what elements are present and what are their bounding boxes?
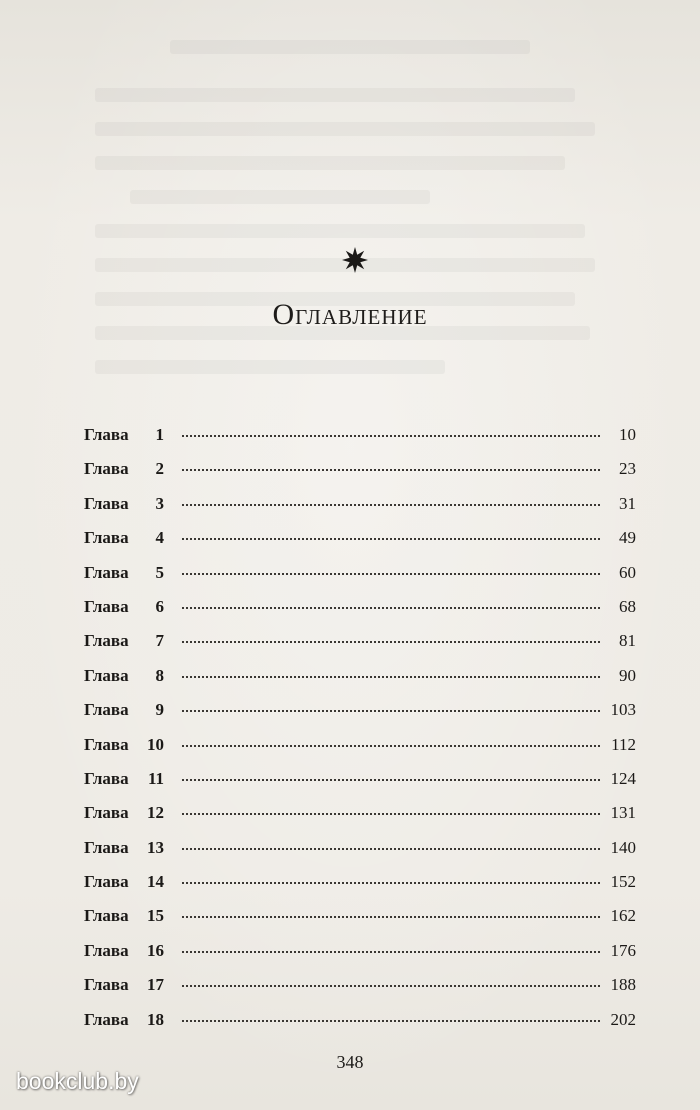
toc-page-number: 202 [610,1009,636,1029]
toc-page-number: 60 [619,562,636,582]
toc-chapter-word: Глава [84,631,129,651]
toc-chapter-label [84,906,172,926]
toc-entry [84,906,636,940]
toc-chapter-label [84,425,172,445]
table-of-contents [84,425,636,1044]
toc-chapter-label [84,528,172,548]
toc-entry [84,769,636,803]
toc-entry [84,425,636,459]
toc-chapter-number: 6 [155,596,164,616]
toc-chapter-word: Глава [84,734,129,754]
toc-chapter-word: Глава [84,562,129,582]
toc-chapter-label [84,700,172,720]
toc-entry [84,459,636,493]
toc-chapter-word: Глава [84,768,129,788]
toc-dot-leader [182,710,600,712]
toc-entry [84,700,636,734]
toc-chapter-word: Глава [84,493,129,513]
toc-page-number: 140 [610,837,636,857]
toc-chapter-word: Глава [84,940,129,960]
toc-dot-leader [182,573,600,575]
toc-chapter-number: 14 [147,872,164,892]
toc-chapter-label [84,735,172,755]
toc-chapter-label [84,494,172,514]
toc-chapter-label [84,803,172,823]
toc-entry [84,563,636,597]
toc-chapter-word: Глава [84,837,129,857]
bleed-through-line [130,190,430,204]
toc-page-number: 103 [610,700,636,720]
toc-dot-leader [182,676,600,678]
toc-entry [84,597,636,631]
toc-entry [84,803,636,837]
toc-chapter-label [84,631,172,651]
toc-chapter-label [84,597,172,617]
watermark: bookclub.by [16,1068,139,1094]
toc-chapter-number: 16 [147,940,164,960]
toc-chapter-number: 11 [147,768,164,788]
bleed-through-line [170,40,530,54]
toc-chapter-number: 7 [155,631,164,651]
toc-entry [84,941,636,975]
toc-page-number: 152 [610,872,636,892]
toc-chapter-word: Глава [84,700,129,720]
toc-dot-leader [182,951,600,953]
toc-dot-leader [182,435,600,437]
toc-entry [84,838,636,872]
toc-chapter-number: 9 [155,700,164,720]
toc-page-number: 49 [619,528,636,548]
toc-chapter-number: 15 [147,906,164,926]
bleed-through-line [95,224,585,238]
toc-dot-leader [182,745,600,747]
toc-chapter-number: 18 [147,1009,164,1029]
toc-chapter-label [84,459,172,479]
toc-chapter-label [84,666,172,686]
toc-dot-leader [182,882,600,884]
toc-chapter-number: 1 [155,425,164,444]
toc-chapter-number: 3 [155,493,164,513]
toc-page-number: 188 [610,975,636,995]
toc-dot-leader [182,813,600,815]
toc-dot-leader [182,538,600,540]
toc-page-number: 131 [610,803,636,823]
toc-chapter-number: 5 [155,562,164,582]
bleed-through-line [95,360,445,374]
toc-entry [84,528,636,562]
toc-page-number: 112 [611,734,636,754]
toc-chapter-number: 2 [155,459,164,479]
toc-chapter-label [84,1010,172,1030]
toc-entry [84,494,636,528]
toc-page-number: 10 [619,425,636,444]
toc-dot-leader [182,469,600,471]
toc-chapter-word: Глава [84,528,129,548]
toc-chapter-number: 17 [147,975,164,995]
toc-dot-leader [182,641,600,643]
toc-dot-leader [182,504,600,506]
toc-entry [84,666,636,700]
toc-dot-leader [182,1020,600,1022]
toc-chapter-number: 4 [155,528,164,548]
toc-dot-leader [182,985,600,987]
toc-chapter-label [84,769,172,789]
toc-page-number: 68 [619,596,636,616]
toc-dot-leader [182,916,600,918]
toc-entry [84,975,636,1009]
toc-page-number: 81 [619,631,636,651]
toc-chapter-word: Глава [84,906,129,926]
toc-chapter-number: 13 [147,837,164,857]
toc-chapter-word: Глава [84,872,129,892]
toc-chapter-number: 12 [147,803,164,823]
bleed-through-line [95,122,595,136]
toc-entry [84,1010,636,1044]
toc-page-number: 90 [619,665,636,685]
toc-chapter-word: Глава [84,975,129,995]
toc-chapter-label [84,975,172,995]
toc-chapter-word: Глава [84,803,129,823]
page-title: Оглавление [272,298,428,331]
page-number: 348 [336,1052,364,1072]
toc-dot-leader [182,607,600,609]
toc-entry [84,735,636,769]
bleed-through-line [95,156,565,170]
toc-dot-leader [182,848,600,850]
toc-chapter-word: Глава [84,425,129,444]
toc-page-number: 176 [610,940,636,960]
toc-page-number: 23 [619,459,636,479]
toc-chapter-number: 8 [155,665,164,685]
toc-chapter-word: Глава [84,665,129,685]
toc-chapter-word: Глава [84,1009,129,1029]
toc-chapter-word: Глава [84,596,129,616]
toc-entry [84,872,636,906]
toc-chapter-label [84,563,172,583]
toc-page-number: 162 [610,906,636,926]
toc-chapter-label [84,941,172,961]
toc-page-number: 124 [610,768,636,788]
toc-chapter-label [84,872,172,892]
toc-entry [84,631,636,665]
toc-chapter-label [84,838,172,858]
toc-chapter-number: 10 [147,734,164,754]
bleed-through-line [95,88,575,102]
toc-dot-leader [182,779,600,781]
toc-page-number: 31 [619,493,636,513]
toc-chapter-word: Глава [84,459,129,479]
eight-point-star-icon [335,240,375,280]
